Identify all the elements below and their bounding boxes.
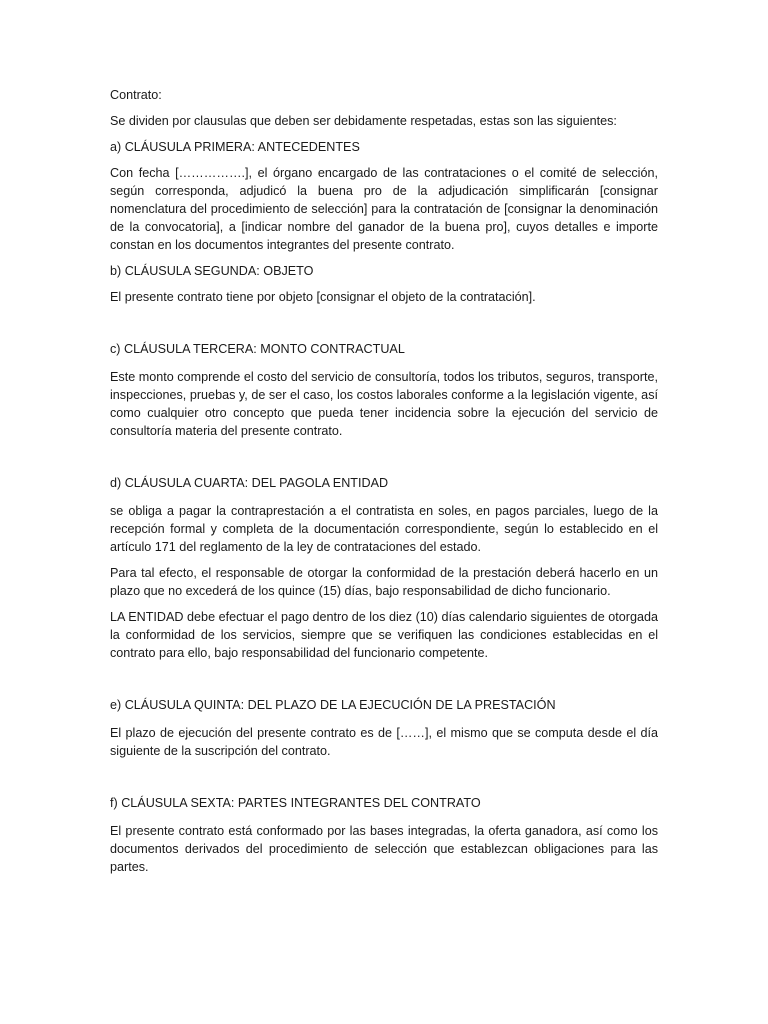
clause-paragraph: Este monto comprende el costo del servicio de consultoría, todos los tributos, seguros, transporte, inspecciones, pruebas y, de ser el caso, los costos laborales conforme a la legislación vigente, así como cualquier otro concepto que pueda tener incidencia sobre la ejecución del servicio de consultoría materia del presente contrato. <box>110 370 658 438</box>
clause-paragraph: El presente contrato tiene por objeto [consignar el objeto de la contratación]. <box>110 290 536 304</box>
clause-heading-tercera: c) CLÁUSULA TERCERA: MONTO CONTRACTUAL <box>110 342 405 356</box>
clause-paragraph: se obliga a pagar la contraprestación a el contratista en soles, en pagos parciales, luego de la recepción formal y completa de la documentación correspondiente, según lo establecido en el artículo 171 del reglamento de la ley de contrataciones del estado. <box>110 504 658 554</box>
clause-heading-cuarta: d) CLÁUSULA CUARTA: DEL PAGOLA ENTIDAD <box>110 476 389 490</box>
clause-heading-primera: a) CLÁUSULA PRIMERA: ANTECEDENTES <box>110 140 360 154</box>
document-intro: Se dividen por clausulas que deben ser debidamente respetadas, estas son las siguientes: <box>110 114 617 128</box>
clause-paragraph: Para tal efecto, el responsable de otorgar la conformidad de la prestación deberá hacerlo en un plazo que no excederá de los quince (15) días, bajo responsabilidad de dicho funcionario. <box>110 566 658 598</box>
document-title: Contrato: <box>110 88 162 102</box>
clause-paragraph: El plazo de ejecución del presente contrato es de [……], el mismo que se computa desde el día siguiente de la suscripción del contrato. <box>110 726 658 758</box>
clause-heading-quinta: e) CLÁUSULA QUINTA: DEL PLAZO DE LA EJECUCIÓN DE LA PRESTACIÓN <box>110 698 556 712</box>
clause-paragraph: El presente contrato está conformado por las bases integradas, la oferta ganadora, así como los documentos derivados del procedimiento de selección que establezcan obligaciones para las partes. <box>110 824 658 874</box>
clause-paragraph: Con fecha […………….], el órgano encargado de las contrataciones o el comité de selección, según corresponda, adjudicó la buena pro de la adjudicación simplificarán [consignar nomenclatura del procedimiento de selección] para la contratación de [consignar la denominación de la convocatoria], a [indicar nombre del ganador de la buena pro], cuyos detalles e importe constan en los documentos integrantes del presente contrato. <box>110 166 658 252</box>
document-page <box>110 86 658 876</box>
clause-heading-segunda: b) CLÁUSULA SEGUNDA: OBJETO <box>110 264 314 278</box>
clause-paragraph: LA ENTIDAD debe efectuar el pago dentro de los diez (10) días calendario siguientes de otorgada la conformidad de los servicios, siempre que se verifiquen las condiciones establecidas en el contrato para ello, bajo responsabilidad del funcionario competente. <box>110 610 658 660</box>
clause-heading-sexta: f) CLÁUSULA SEXTA: PARTES INTEGRANTES DEL CONTRATO <box>110 796 481 810</box>
